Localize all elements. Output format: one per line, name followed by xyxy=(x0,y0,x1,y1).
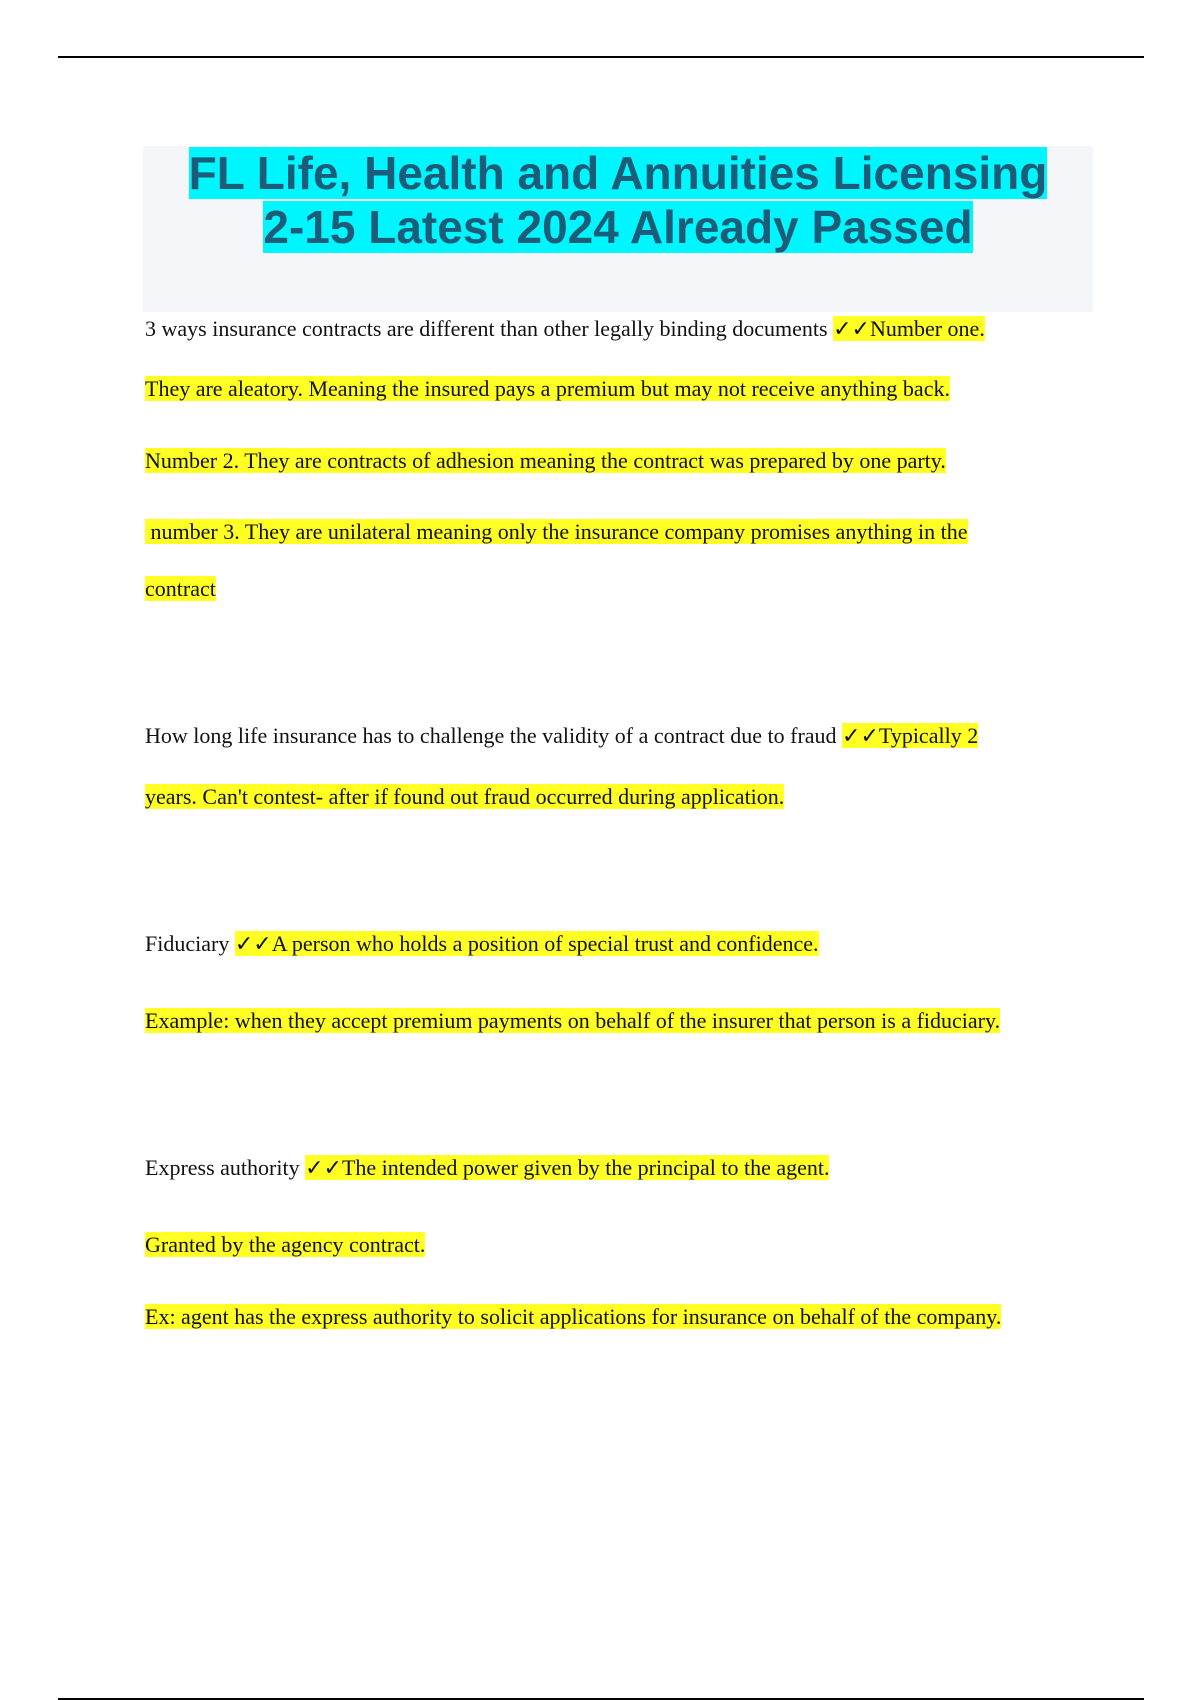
entry-3-question-line xyxy=(145,931,1095,957)
document-title xyxy=(143,146,1093,254)
entry-answer: Ex: agent has the express authority to solicit applications for insurance on behalf of the company. xyxy=(145,1304,1002,1329)
entry-1-answer-line xyxy=(145,376,1095,402)
check-mark-icon: ✓✓ xyxy=(234,932,272,957)
entry-2-question-line xyxy=(145,723,1095,749)
entry-4-question-line xyxy=(145,1155,1095,1181)
entry-2-answer-line xyxy=(145,784,1095,810)
entry-1-question-line xyxy=(145,316,1095,342)
entry-answer: Example: when they accept premium payments on behalf of the insurer that person is a fiduciary. xyxy=(145,1008,1001,1033)
entry-question: Express authority xyxy=(145,1155,300,1180)
entry-answer: Typically 2 xyxy=(878,723,979,748)
entry-answer: number 3. They are unilateral meaning only the insurance company promises anything in the xyxy=(145,519,968,544)
entry-answer: A person who holds a position of special trust and confidence. xyxy=(271,931,819,956)
entry-question: Fiduciary xyxy=(145,931,230,956)
entry-answer: contract xyxy=(145,576,216,601)
title-line-1: FL Life, Health and Annuities Licensing xyxy=(188,147,1048,199)
entry-1-answer-line xyxy=(145,519,1095,545)
entry-answer: Granted by the agency contract. xyxy=(145,1232,426,1257)
entry-3-answer-line xyxy=(145,1008,1095,1034)
check-mark-icon: ✓✓ xyxy=(833,317,870,342)
entry-answer: Number 2. They are contracts of adhesion meaning the contract was prepared by one party. xyxy=(145,448,946,473)
entry-answer: They are aleatory. Meaning the insured pays a premium but may not receive anything back. xyxy=(145,376,950,401)
entry-answer: years. Can't contest- after if found out fraud occurred during application. xyxy=(145,784,785,809)
title-line-2: 2-15 Latest 2024 Already Passed xyxy=(263,201,973,253)
check-mark-icon: ✓✓ xyxy=(842,724,879,749)
entry-1-answer-line xyxy=(145,448,1095,474)
entry-answer: The intended power given by the principal to the agent. xyxy=(341,1155,830,1180)
entry-1-answer-line xyxy=(145,576,1095,602)
entry-question: How long life insurance has to challenge the validity of a contract due to fraud xyxy=(145,723,837,748)
entry-question: 3 ways insurance contracts are different than other legally binding documents xyxy=(145,316,828,341)
check-mark-icon: ✓✓ xyxy=(305,1156,342,1181)
entry-4-answer-line xyxy=(145,1232,1095,1258)
top-rule xyxy=(58,56,1144,58)
entry-4-answer-line xyxy=(145,1304,1095,1330)
entry-answer: Number one. xyxy=(869,316,985,341)
